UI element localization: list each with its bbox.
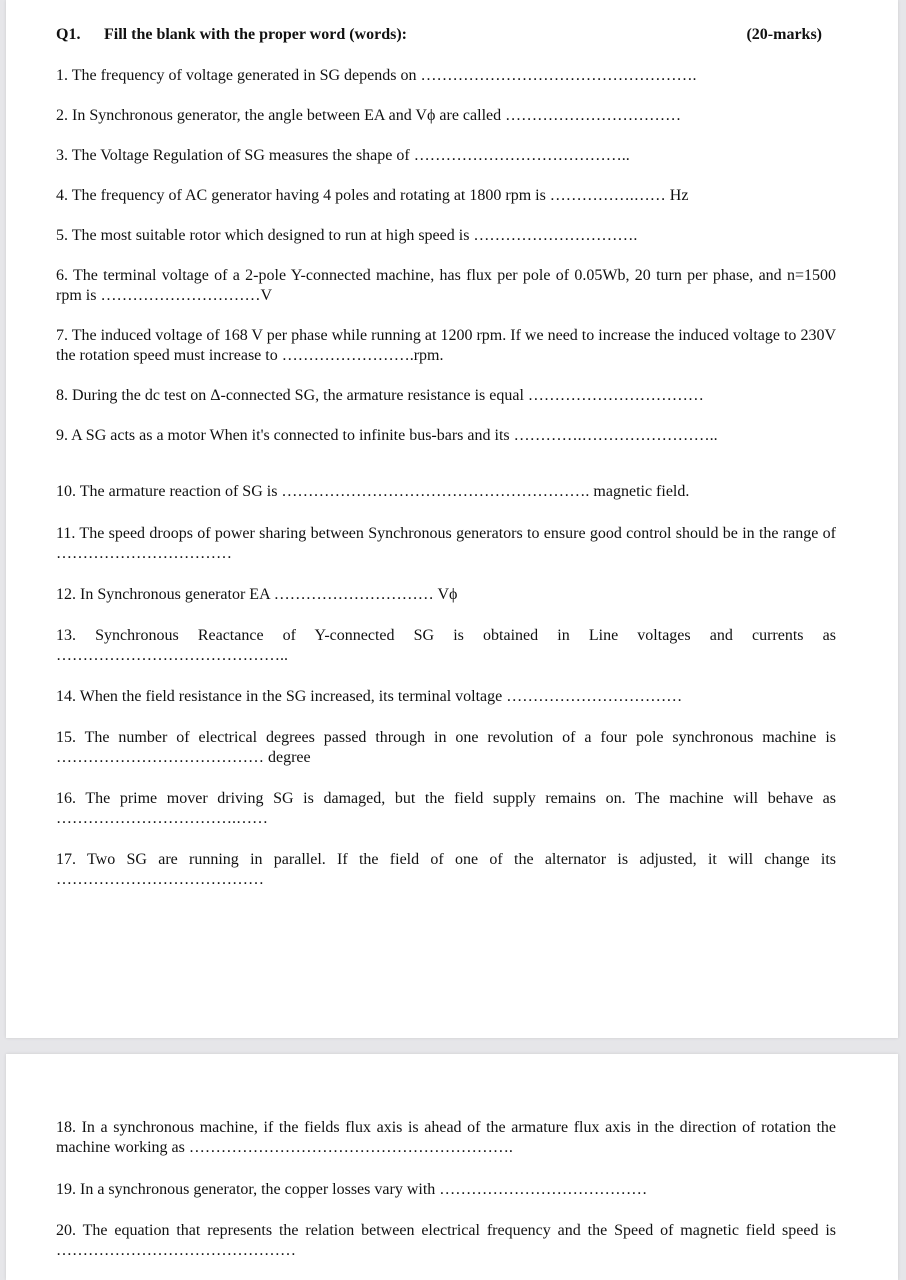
question-item-9: 9. A SG acts as a motor When it's connected to infinite bus-bars and its ………….……………………..: [56, 427, 718, 444]
question-item-8: 8. During the dc test on Δ-connected SG, the armature resistance is equal ……………………………: [56, 387, 704, 404]
question-item-2: 2. In Synchronous generator, the angle between EA and Vϕ are called ……………………………: [56, 107, 682, 124]
question-item-14: 14. When the field resistance in the SG increased, its terminal voltage ……………………………: [56, 688, 683, 705]
question-item-15: 15. The number of electrical degrees passed through in one revolution of a four pole synchronous machine is ………………………………… degree: [56, 729, 836, 766]
question-item-5: 5. The most suitable rotor which designed to run at high speed is ………………………….: [56, 227, 638, 244]
question-item-1: 1. The frequency of voltage generated in SG depends on …………………………………………….: [56, 67, 697, 84]
question-item-11: 11. The speed droops of power sharing between Synchronous generators to ensure good control should be in the range of ……………………………: [56, 525, 836, 562]
question-item-20: 20. The equation that represents the relation between electrical frequency and the Speed of magnetic field speed is ………………………………………: [56, 1222, 836, 1259]
question-item-13: 13. Synchronous Reactance of Y-connected SG is obtained in Line voltages and currents as ……………………………………..: [56, 627, 836, 664]
question-item-10: 10. The armature reaction of SG is …………………………………………………. magnetic field.: [56, 483, 690, 500]
question-title: Fill the blank with the proper word (words):: [104, 26, 407, 43]
question-item-18: 18. In a synchronous machine, if the fields flux axis is ahead of the armature flux axis in the direction of rotation the machine working as …………………………………………………….: [56, 1119, 836, 1156]
question-item-3: 3. The Voltage Regulation of SG measures the shape of …………………………………..: [56, 147, 630, 164]
question-item-17: 17. Two SG are running in parallel. If the field of one of the alternator is adjusted, it will change its …………………………………: [56, 851, 836, 888]
question-item-6: 6. The terminal voltage of a 2-pole Y-connected machine, has flux per pole of 0.05Wb, 20 turn per phase, and n=1500 rpm is …………………………V: [56, 267, 836, 304]
question-item-7: 7. The induced voltage of 168 V per phase while running at 1200 rpm. If we need to increase the induced voltage to 230V the rotation speed must increase to …………………….rpm.: [56, 327, 836, 364]
question-marks: (20-marks): [746, 26, 822, 43]
question-number: Q1.: [56, 26, 81, 43]
question-item-19: 19. In a synchronous generator, the copper losses vary with …………………………………: [56, 1181, 648, 1198]
question-item-16: 16. The prime mover driving SG is damaged, but the field supply remains on. The machine will behave as …………………………….……: [56, 790, 836, 827]
question-item-12: 12. In Synchronous generator EA ………………………… Vϕ: [56, 586, 458, 603]
question-item-4: 4. The frequency of AC generator having 4 poles and rotating at 1800 rpm is …………….…… Hz: [56, 187, 689, 204]
